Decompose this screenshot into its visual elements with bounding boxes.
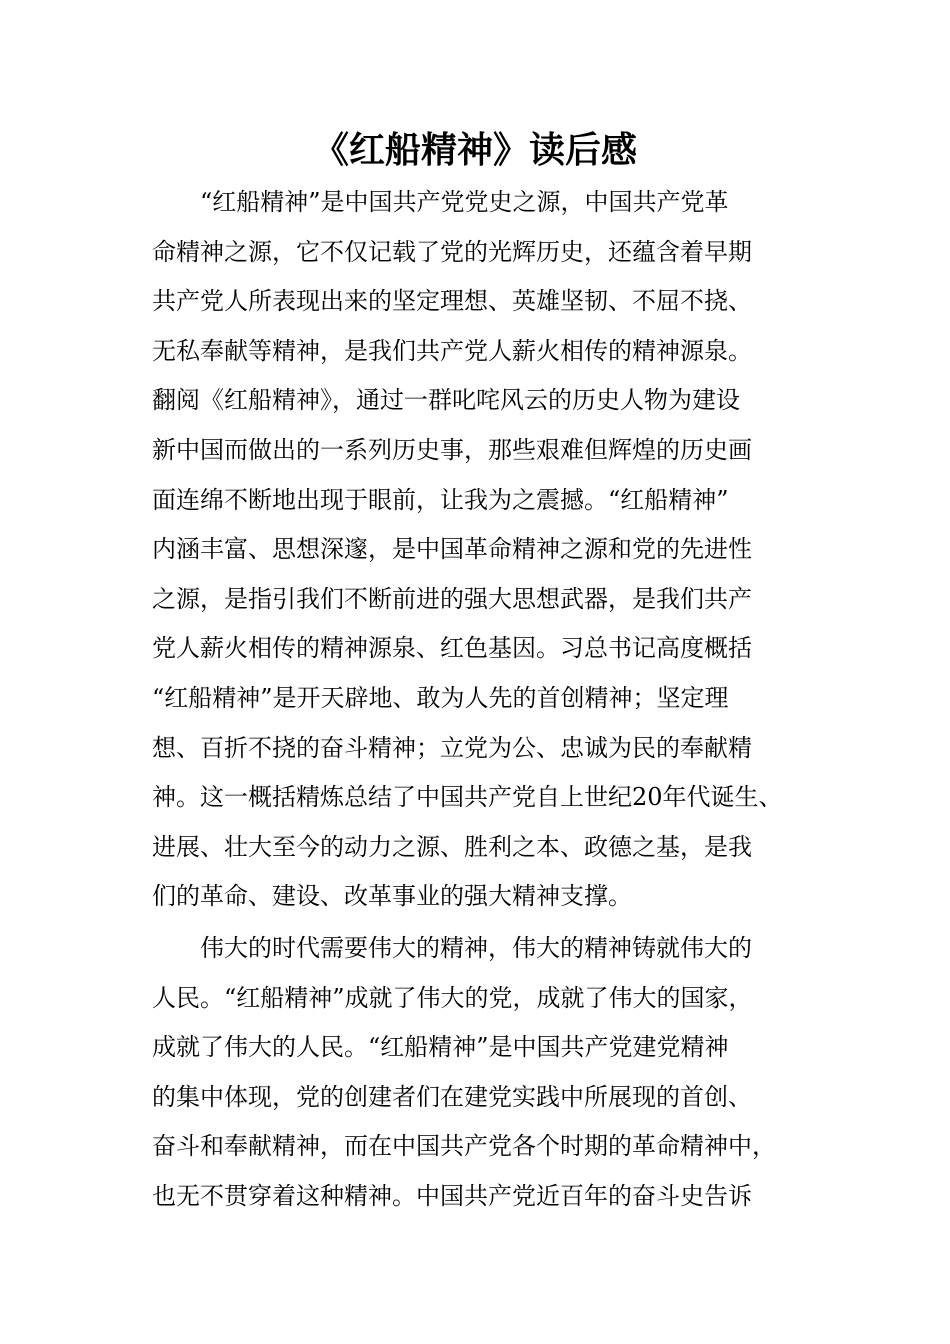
paragraph-line: 共产党人所表现出来的坚定理想、英雄坚韧、不屈不挠、 [152, 287, 752, 316]
paragraph-line: 无私奉献等精神，是我们共产党人薪火相传的精神源泉。 [152, 336, 752, 365]
paragraph-line: 面连绵不断地出现于眼前，让我为之震撼。“红船精神” [152, 485, 729, 514]
document-body [152, 178, 812, 1221]
paragraph-line: 奋斗和奉献精神，而在中国共产党各个时期的革命精神中， [152, 1132, 776, 1161]
paragraph-line: 神。这一概括精炼总结了中国共产党自上世纪20年代诞生、 [152, 783, 783, 812]
paragraph-line: 之源，是指引我们不断前进的强大思想武器，是我们共产 [152, 584, 752, 613]
paragraph-line: 人民。“红船精神”成就了伟大的党，成就了伟大的国家， [152, 983, 753, 1012]
paragraph-line: 们的革命、建设、改革事业的强大精神支撑。 [152, 882, 632, 911]
paragraph-line: 成就了伟大的人民。“红船精神”是中国共产党建党精神 [152, 1033, 729, 1062]
paragraph-line: 翻阅《红船精神》，通过一群叱咤风云的历史人物为建设 [152, 386, 740, 415]
paragraph-line: 进展、壮大至今的动力之源、胜利之本、政德之基，是我 [152, 832, 752, 861]
paragraph-line: 的集中体现，党的创建者们在建党实践中所展现的首创、 [152, 1082, 752, 1111]
paragraph-line: 内涵丰富、思想深邃，是中国革命精神之源和党的先进性 [152, 535, 752, 564]
paragraph-line: 也无不贯穿着这种精神。中国共产党近百年的奋斗史告诉 [152, 1181, 752, 1210]
paragraph-line: 伟大的时代需要伟大的精神，伟大的精神铸就伟大的 [152, 933, 752, 962]
paragraph-line: 新中国而做出的一系列历史事，那些艰难但辉煌的历史画 [152, 435, 752, 464]
paragraph-line: 想、百折不挠的奋斗精神；立党为公、忠诚为民的奉献精 [152, 733, 752, 762]
paragraph-line: 命精神之源，它不仅记载了党的光辉历史，还蕴含着早期 [152, 237, 752, 266]
document-title: 《红船精神》读后感 [312, 129, 637, 171]
paragraph-line: “红船精神”是中国共产党党史之源，中国共产党革 [152, 188, 729, 216]
paragraph-line: 党人薪火相传的精神源泉、红色基因。习总书记高度概括 [152, 634, 752, 663]
paragraph-line: “红船精神”是开天辟地、敢为人先的首创精神；坚定理 [152, 683, 729, 712]
